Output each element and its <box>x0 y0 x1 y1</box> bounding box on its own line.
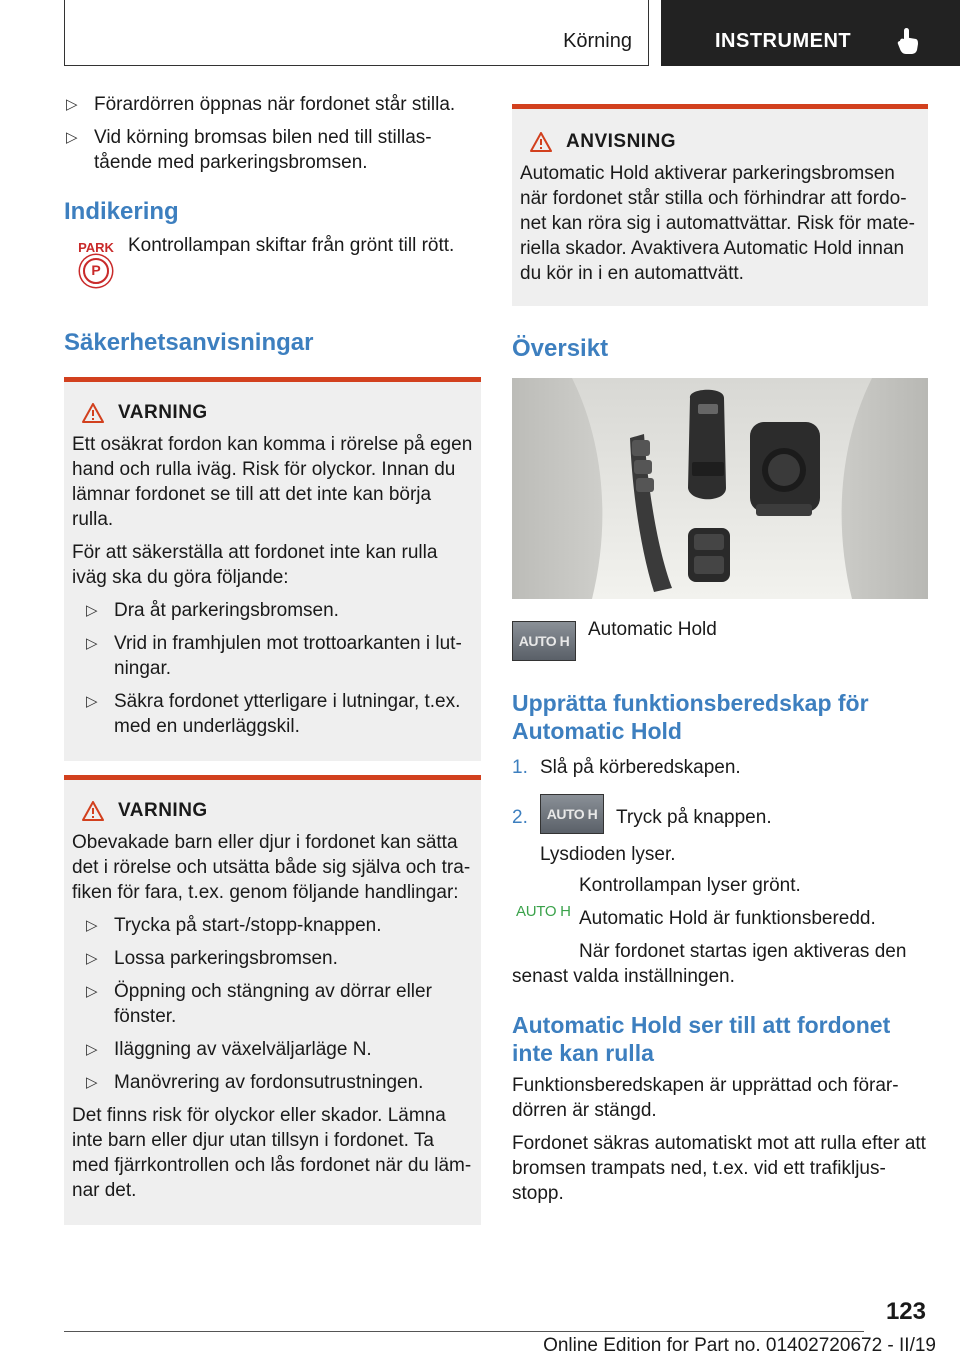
overview-heading: Översikt <box>512 335 609 362</box>
warning-bullet-list <box>72 913 473 1095</box>
step-number: 1. <box>512 757 528 778</box>
list-item: ▷ Manövrering av fordonsutrustningen. <box>84 1070 473 1095</box>
park-brake-icon <box>64 233 128 284</box>
warning-box-2 <box>64 775 481 1225</box>
indicator-text: När fordonet startas igen aktiveras den senast valda inställningen. <box>512 941 907 987</box>
step-text: Tryck på knappen. <box>616 807 772 828</box>
list-item: ▷ Iläggning av växelväljarläge N. <box>84 1037 473 1062</box>
step-item <box>512 755 928 780</box>
list-item: ▷ Vrid in framhjulen mot trottoarkanten i lutningar. <box>84 631 473 681</box>
warning-bullet-list <box>72 598 473 739</box>
indicator-text: Automatic Hold är funktionsberedd. <box>579 908 876 929</box>
autoh-indicator-icon: AUTO H <box>516 903 571 920</box>
note-text: Automatic Hold aktiverar parkeringsbromsen när fordonet står stilla och förhindrar att fordonet kan röra sig i automattvättar. Risk för materiella skador. Avaktivera Automatic Hold innan du kör in i en automattvätt. <box>520 163 915 284</box>
step-item <box>512 794 928 834</box>
indikering-text: Kontrollampan skiftar från grönt till rött. <box>128 235 455 256</box>
hold-paragraph: Funktionsberedskapen är upprättad och förardörren är stängd. <box>512 1075 899 1121</box>
warning-paragraph: För att säkerställa att fordonet inte kan rulla iväg ska du göra följande: <box>72 542 438 588</box>
hold-heading: Automatic Hold ser till att fordonet inte kan rulla <box>512 1012 891 1066</box>
warning-paragraph: Obevakade barn eller djur i fordonet kan sätta det i rörelse och utsätta både sig själva och trafiken för fara, t.ex. genom följande handlingar: <box>72 832 471 903</box>
warning-title <box>82 800 473 822</box>
warning-triangle-icon <box>82 403 104 423</box>
indikering-heading: Indikering <box>64 198 179 225</box>
warning-title-text: VARNING <box>118 800 208 821</box>
header-chapter-tab <box>661 0 960 66</box>
setup-heading: Upprätta funktionsberedskap för Automatic Hold <box>512 690 869 744</box>
hold-paragraph: Fordonet säkras automatiskt mot att rulla efter att bromsen trampats ned, t.ex. vid ett trafikljusstopp. <box>512 1133 926 1204</box>
list-item: ▷ Säkra fordonet ytterligare i lutningar, t.ex. med en underläggskil. <box>84 689 473 739</box>
safety-heading: Säkerhetsanvisningar <box>64 329 314 356</box>
list-item: ▷ Dra åt parkeringsbromsen. <box>84 598 473 623</box>
warning-triangle-icon <box>530 132 552 152</box>
edition-text: Online Edition for Part no. 01402720672 - II/19 <box>543 1335 936 1356</box>
list-item: ▷ Lossa parkeringsbromsen. <box>84 946 473 971</box>
left-column <box>64 92 481 1225</box>
warning-triangle-icon <box>82 801 104 821</box>
warning-box-1 <box>64 377 481 761</box>
list-item: ▷ Vid körning bromsas bilen ned till stillastående med parkeringsbromsen. <box>64 125 481 175</box>
hand-pointer-icon <box>897 28 919 54</box>
autoh-button-image: AUTO H <box>540 794 604 834</box>
led-text: Lysdioden lyser. <box>540 844 676 865</box>
autoh-button-image: AUTO H <box>512 621 576 661</box>
header-section-tab <box>64 0 649 66</box>
list-item: ▷ Öppning och stängning av dörrar eller fönster. <box>84 979 473 1029</box>
park-icon-label: PARK <box>78 240 114 255</box>
autoh-caption-row <box>512 621 928 661</box>
warning-title-text: VARNING <box>118 402 208 423</box>
chapter-title: INSTRUMENT <box>715 30 852 52</box>
warning-paragraph: Ett osäkrat fordon kan komma i rörelse på egen hand och rulla iväg. Risk för olyckor. Innan du lämnar fordonet se till att det inte kan börja rulla. <box>72 434 473 530</box>
park-icon-symbol: P <box>83 258 109 284</box>
section-title: Körning <box>563 30 632 52</box>
footer-divider <box>64 1331 864 1332</box>
right-column <box>512 92 928 1206</box>
step-text: Slå på körberedskapen. <box>540 757 741 778</box>
warning-title <box>82 402 473 424</box>
autoh-caption: Automatic Hold <box>588 619 717 640</box>
page-number: 123 <box>885 1298 926 1325</box>
note-title-text: ANVISNING <box>566 131 677 152</box>
note-box <box>512 104 928 306</box>
indicator-text: Kontrollampan lyser grönt. <box>579 875 801 896</box>
list-item: ▷ Trycka på start-/stopp-knappen. <box>84 913 473 938</box>
indikering-row <box>64 233 481 284</box>
list-item: ▷ Förardörren öppnas när fordonet står stilla. <box>64 92 481 117</box>
indicator-block <box>512 873 928 989</box>
note-title <box>530 131 920 153</box>
warning-paragraph: Det finns risk för olyckor eller skador. Lämna inte barn eller djur utan tillsyn i fordonet. Ta med fjärrkontrollen och lås fordonet när du lämnar det. <box>72 1105 472 1201</box>
step-number: 2. <box>512 807 528 828</box>
steps-list <box>512 755 928 867</box>
top-bullet-list <box>64 92 481 175</box>
center-console-photo <box>512 378 928 599</box>
